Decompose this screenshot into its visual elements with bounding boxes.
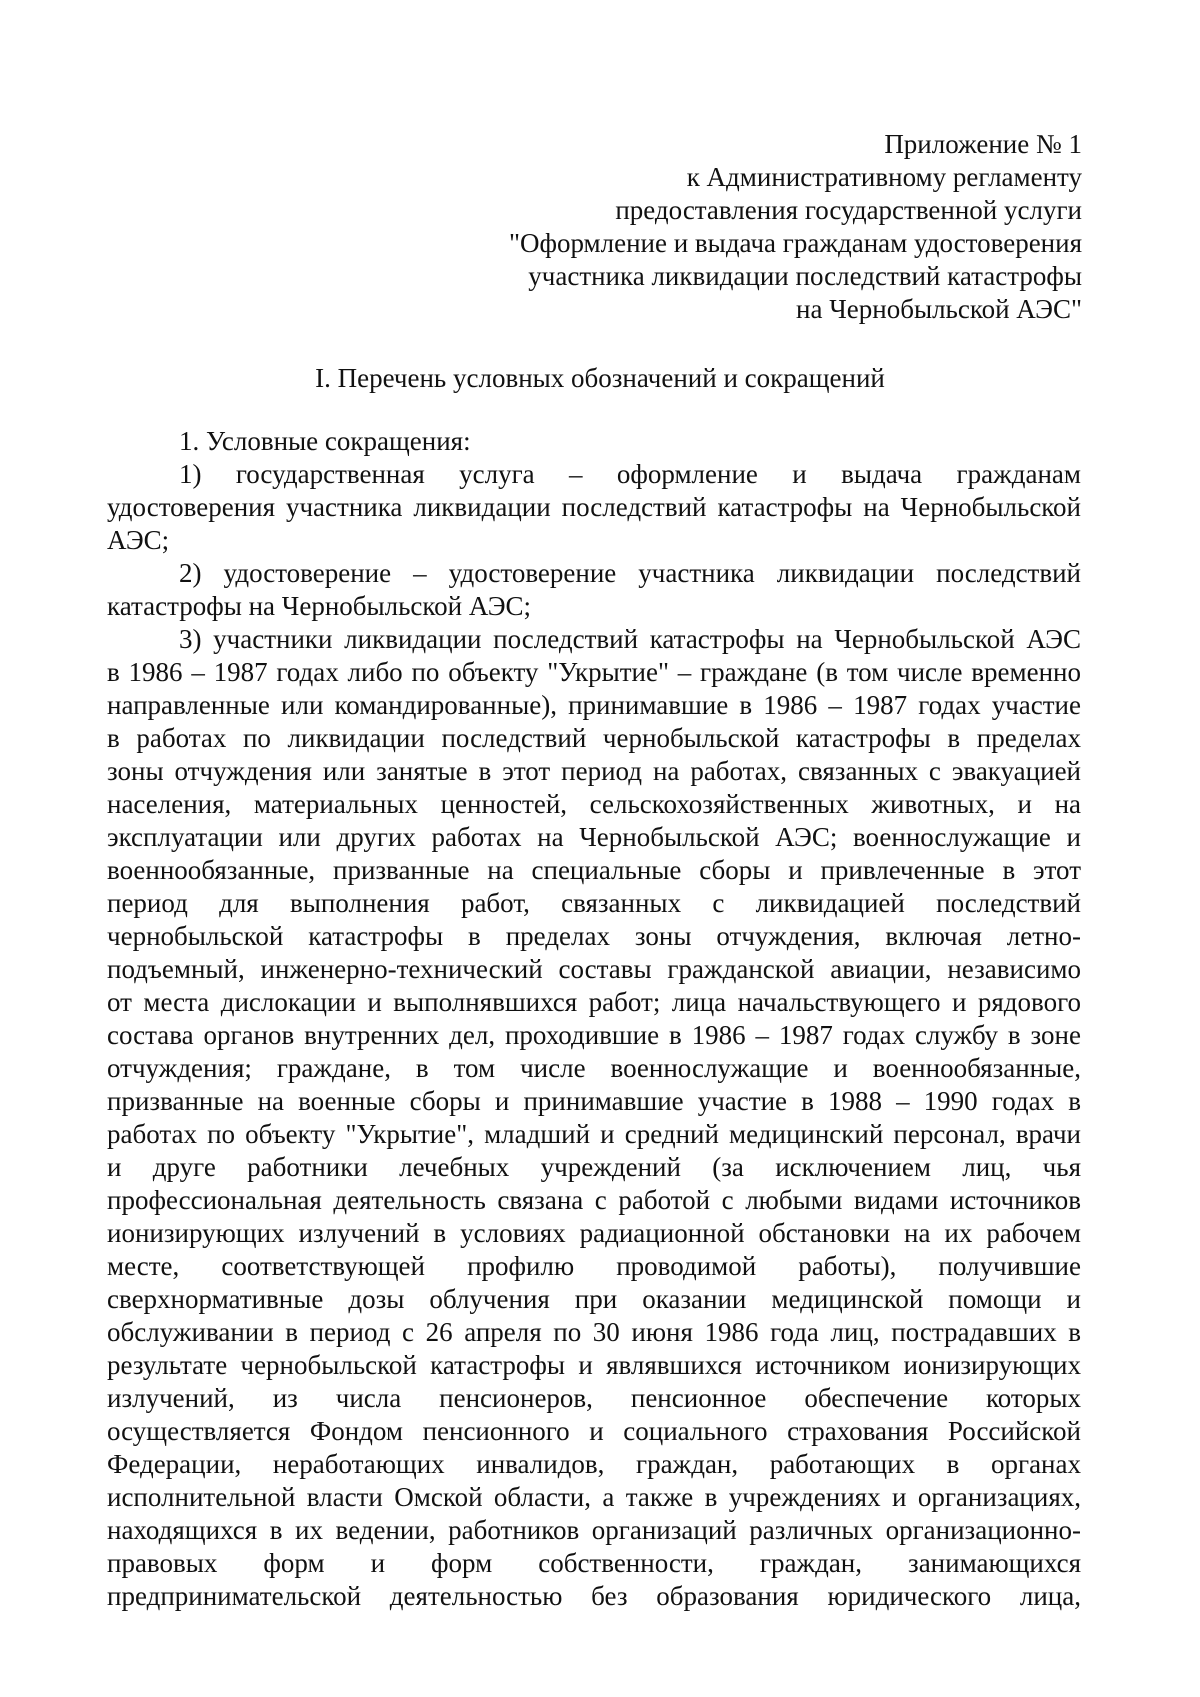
paragraph-line: Федерации, неработающих инвалидов, граждан, работающих в органах	[107, 1449, 1081, 1479]
paragraph-line: направленные или командированные), принимавшие в 1986 – 1987 годах участие	[107, 690, 1081, 720]
appendix-line: к Административному регламенту	[686, 162, 1082, 192]
paragraph-line: эксплуатации или других работах на Чернобыльской АЭС; военнослужащие и	[107, 822, 1081, 852]
appendix-number: Приложение № 1	[884, 129, 1082, 159]
paragraph-line: сверхнормативные дозы облучения при оказании медицинской помощи и	[107, 1284, 1081, 1314]
paragraph-line: населения, материальных ценностей, сельскохозяйственных животных, и на	[107, 789, 1081, 819]
paragraph-line: ионизирующих излучений в условиях радиационной обстановки на их рабочем	[107, 1218, 1081, 1248]
paragraph-line: месте, соответствующей профилю проводимой работы), получившие	[107, 1251, 1081, 1281]
paragraph-line: правовых форм и форм собственности, граждан, занимающихся	[107, 1548, 1081, 1578]
paragraph-line: военнообязанные, призванные на специальные сборы и привлеченные в этот	[107, 855, 1081, 885]
paragraph-line: отчуждения; граждане, в том числе военнослужащие и военнообязанные,	[107, 1053, 1081, 1083]
appendix-line: "Оформление и выдача гражданам удостоверения	[508, 228, 1082, 258]
paragraph-line: чернобыльской катастрофы в пределах зоны отчуждения, включая летно-	[107, 921, 1081, 951]
paragraph-line: в работах по ликвидации последствий чернобыльской катастрофы в пределах	[107, 723, 1081, 753]
paragraph-line: находящихся в их ведении, работников организаций различных организационно-	[107, 1515, 1081, 1545]
paragraph-line: 3) участники ликвидации последствий катастрофы на Чернобыльской АЭС	[179, 624, 1081, 654]
paragraph-line: удостоверения участника ликвидации последствий катастрофы на Чернобыльской	[107, 492, 1081, 522]
paragraph-line: АЭС;	[107, 525, 170, 555]
appendix-line: на Чернобыльской АЭС"	[796, 294, 1082, 324]
paragraph-line: 2) удостоверение – удостоверение участника ликвидации последствий	[179, 558, 1081, 588]
paragraph-line: предпринимательской деятельностью без образования юридического лица,	[107, 1581, 1081, 1611]
paragraph-line: состава органов внутренних дел, проходившие в 1986 – 1987 годах службу в зоне	[107, 1020, 1081, 1050]
paragraph-line: результате чернобыльской катастрофы и являвшихся источником ионизирующих	[107, 1350, 1081, 1380]
appendix-line: предоставления государственной услуги	[615, 195, 1082, 225]
paragraph-line: обслуживании в период с 26 апреля по 30 июня 1986 года лиц, пострадавших в	[107, 1317, 1081, 1347]
paragraph-line: исполнительной власти Омской области, а также в учреждениях и организациях,	[107, 1482, 1081, 1512]
paragraph-line: в 1986 – 1987 годах либо по объекту "Укрытие" – граждане (в том числе временно	[107, 657, 1081, 687]
paragraph-line: подъемный, инженерно-технический составы гражданской авиации, независимо	[107, 954, 1081, 984]
paragraph-line: зоны отчуждения или занятые в этот период на работах, связанных с эвакуацией	[107, 756, 1081, 786]
paragraph-line: призванные на военные сборы и принимавшие участие в 1988 – 1990 годах в	[107, 1086, 1081, 1116]
paragraph-line: профессиональная деятельность связана с работой с любыми видами источников	[107, 1185, 1081, 1215]
appendix-header	[509, 128, 1082, 326]
section-title: I. Перечень условных обозначений и сокращений	[315, 363, 885, 393]
body-text	[107, 425, 1081, 1613]
paragraph-line: и друге работники лечебных учреждений (за исключением лиц, чья	[107, 1152, 1081, 1182]
paragraph-line: период для выполнения работ, связанных с ликвидацией последствий	[107, 888, 1081, 918]
paragraph-line: излучений, из числа пенсионеров, пенсионное обеспечение которых	[107, 1383, 1081, 1413]
paragraph-line: катастрофы на Чернобыльской АЭС;	[107, 591, 532, 621]
paragraph-line: от места дислокации и выполнявшихся работ; лица начальствующего и рядового	[107, 987, 1081, 1017]
paragraph-line: 1) государственная услуга – оформление и выдача гражданам	[179, 459, 1081, 489]
appendix-line: участника ликвидации последствий катастрофы	[528, 261, 1082, 291]
paragraph-line: работах по объекту "Укрытие", младший и средний медицинский персонал, врачи	[107, 1119, 1081, 1149]
paragraph-line: осуществляется Фондом пенсионного и социального страхования Российской	[107, 1416, 1081, 1446]
clause-heading: 1. Условные сокращения:	[179, 426, 471, 456]
